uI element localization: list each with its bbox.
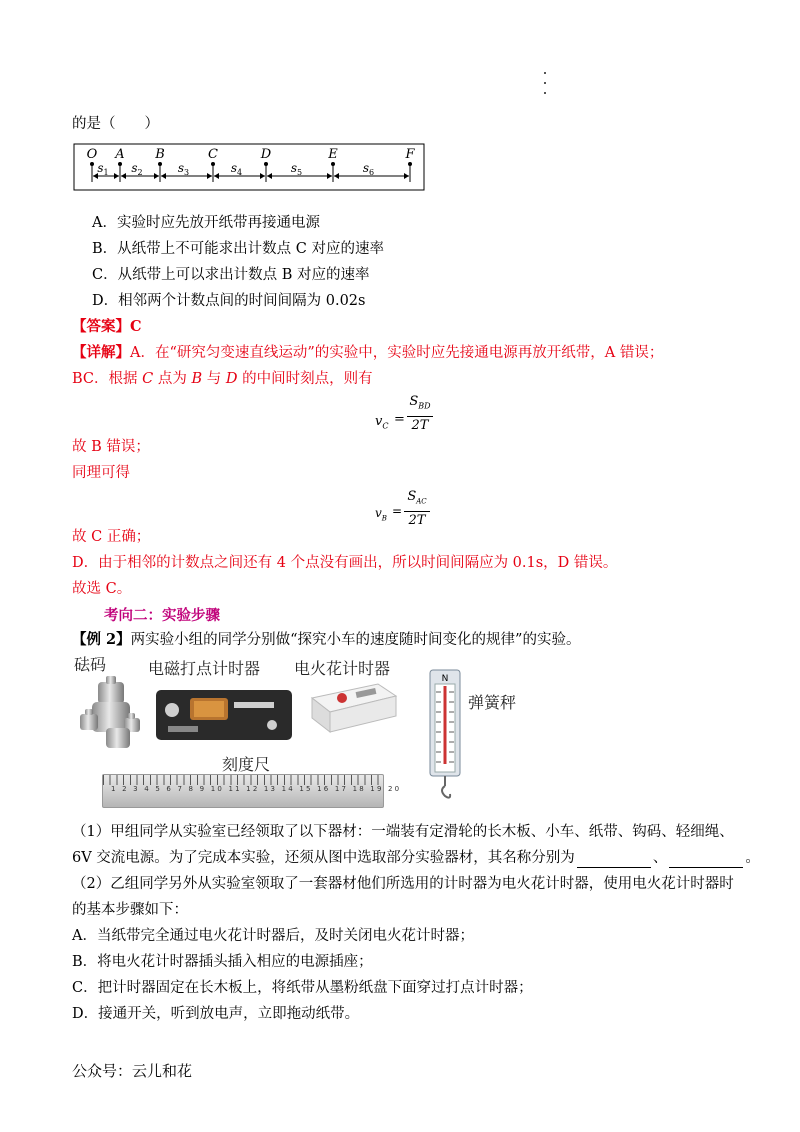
step-b: B．将电火花计时器插头插入相应的电源插座； (72, 954, 373, 970)
analysis-text-2c: C (142, 371, 154, 387)
arrow-head (154, 173, 159, 179)
arrow-head (334, 173, 339, 179)
analysis-line-4: 同理可得 (72, 465, 130, 481)
example-text: 两实验小组的同学分别做“探究小车的速度随时间变化的规律”的实验。 (130, 632, 581, 648)
analysis-text-2f: D (225, 371, 238, 387)
part1-text-2: 6V 交流电源。为了完成本实验，还须从图中选取部分实验器材，其名称分别为 (72, 850, 575, 866)
arrow-head (260, 173, 265, 179)
option-c: C．从纸带上可以求出计数点 B 对应的速率 (92, 267, 370, 283)
segment-label: $s_6$ (362, 161, 375, 177)
em-timer-image (154, 680, 294, 742)
answer-blank-2[interactable] (669, 853, 743, 868)
answer-value: C (130, 318, 142, 335)
option-d: D．相邻两个计数点间的时间间隔为 0.02s (92, 293, 366, 309)
tape-point-label: F (405, 147, 415, 162)
step-c: C．把计时器固定在长木板上，将纸带从墨粉纸盘下面穿过打点计时器； (72, 980, 533, 996)
example-line (72, 630, 580, 650)
option-a: A．实验时应先放开纸带再接通电源 (92, 215, 320, 231)
part1-line-1: （1）甲组同学从实验室已经领取了以下器材：一端装有定滑轮的长木板、小车、纸带、钩码、轻细绳、 (72, 824, 734, 840)
step-a: A．当纸带完全通过电火花计时器后，及时关闭电火花计时器； (72, 928, 474, 944)
spring-scale-label: 弹簧秤 (468, 693, 517, 712)
analysis-line-1 (72, 343, 663, 363)
arrow-head (327, 173, 332, 179)
analysis-line-3: 故 B 错误； (72, 439, 150, 455)
example-label: 【例 2】 (72, 631, 131, 648)
answer-label: 【答案】 (72, 318, 130, 335)
spark-timer-image (308, 678, 400, 736)
segment-label: $s_2$ (131, 161, 143, 177)
arrow-head (267, 173, 272, 179)
arrow-head (161, 173, 166, 179)
analysis-text-2d: B (191, 371, 203, 387)
analysis-line-5: 故 C 正确； (72, 529, 151, 545)
tape-point-label: A (115, 147, 125, 162)
part2-line-2: 的基本步骤如下： (72, 902, 188, 918)
segment-label: $s_5$ (290, 161, 303, 177)
ruler-label: 刻度尺 (222, 755, 271, 774)
analysis-text-1: A．在“研究匀变速直线运动”的实验中，实验时应先接通电源再放开纸带，A 错误； (130, 345, 664, 361)
tape-point-label: O (86, 147, 98, 162)
spring-scale-image (424, 668, 466, 808)
answer-blank-1[interactable] (577, 853, 651, 868)
analysis-text-2a: BC．根据 (72, 371, 143, 387)
answer-line (72, 317, 142, 337)
segment-label: $s_1$ (97, 161, 109, 177)
weights-image (72, 672, 152, 752)
tape-point-label: C (208, 147, 218, 162)
tape-point-label: E (328, 147, 338, 162)
tape-point-label: D (260, 147, 272, 162)
part1-sep: 、 (652, 850, 668, 866)
segment-label: $s_4$ (230, 161, 243, 177)
ruler-marks: 1 2 3 4 5 6 7 8 9 10 11 12 13 14 15 16 17 18 19 20 (111, 785, 402, 793)
arrow-head (404, 173, 409, 179)
header-dots (544, 72, 548, 102)
analysis-line-6: D．由于相邻的计数点之间还有 4 个点没有画出，所以时间间隔应为 0.1s，D 错误。 (72, 555, 618, 571)
option-b: B．从纸带上不可能求出计数点 C 对应的速率 (92, 241, 384, 257)
arrow-head (214, 173, 219, 179)
arrow-head (207, 173, 212, 179)
arrow-head (121, 173, 126, 179)
paper-tape-diagram (72, 142, 427, 194)
spark-timer-label: 电火花计时器 (294, 659, 391, 678)
svg-text:N: N (441, 674, 449, 684)
analysis-line-7: 故选 C。 (72, 581, 132, 597)
arrow-head (114, 173, 119, 179)
tape-point-label: B (155, 147, 165, 162)
tape-frame (74, 144, 424, 190)
em-timer-label: 电磁打点计时器 (148, 659, 261, 678)
analysis-line-2 (72, 369, 373, 389)
equipment-figure (72, 652, 532, 812)
segment-label: $s_3$ (177, 161, 190, 177)
part2-line-1: （2）乙组同学另外从实验室领取了一套器材他们所选用的计时器为电火花计时器，使用电火花计时器时 (72, 876, 734, 892)
step-d: D．接通开关，听到放电声，立即拖动纸带。 (72, 1006, 360, 1022)
analysis-text-2g: 的中间时刻点，则有 (237, 371, 373, 387)
part1-end: 。 (745, 850, 760, 866)
analysis-text-2b: 点为 (153, 371, 192, 387)
part1-line-2 (72, 848, 760, 868)
section-title: 考向二：实验步骤 (104, 607, 220, 624)
question-tail: 的是（ ） (72, 116, 159, 132)
ruler-image (102, 774, 402, 808)
analysis-text-2e: 与 (202, 371, 226, 387)
weights-label: 砝码 (74, 655, 107, 674)
footer-text: 公众号：云儿和花 (72, 1062, 193, 1080)
analysis-label: 【详解】 (72, 344, 130, 361)
